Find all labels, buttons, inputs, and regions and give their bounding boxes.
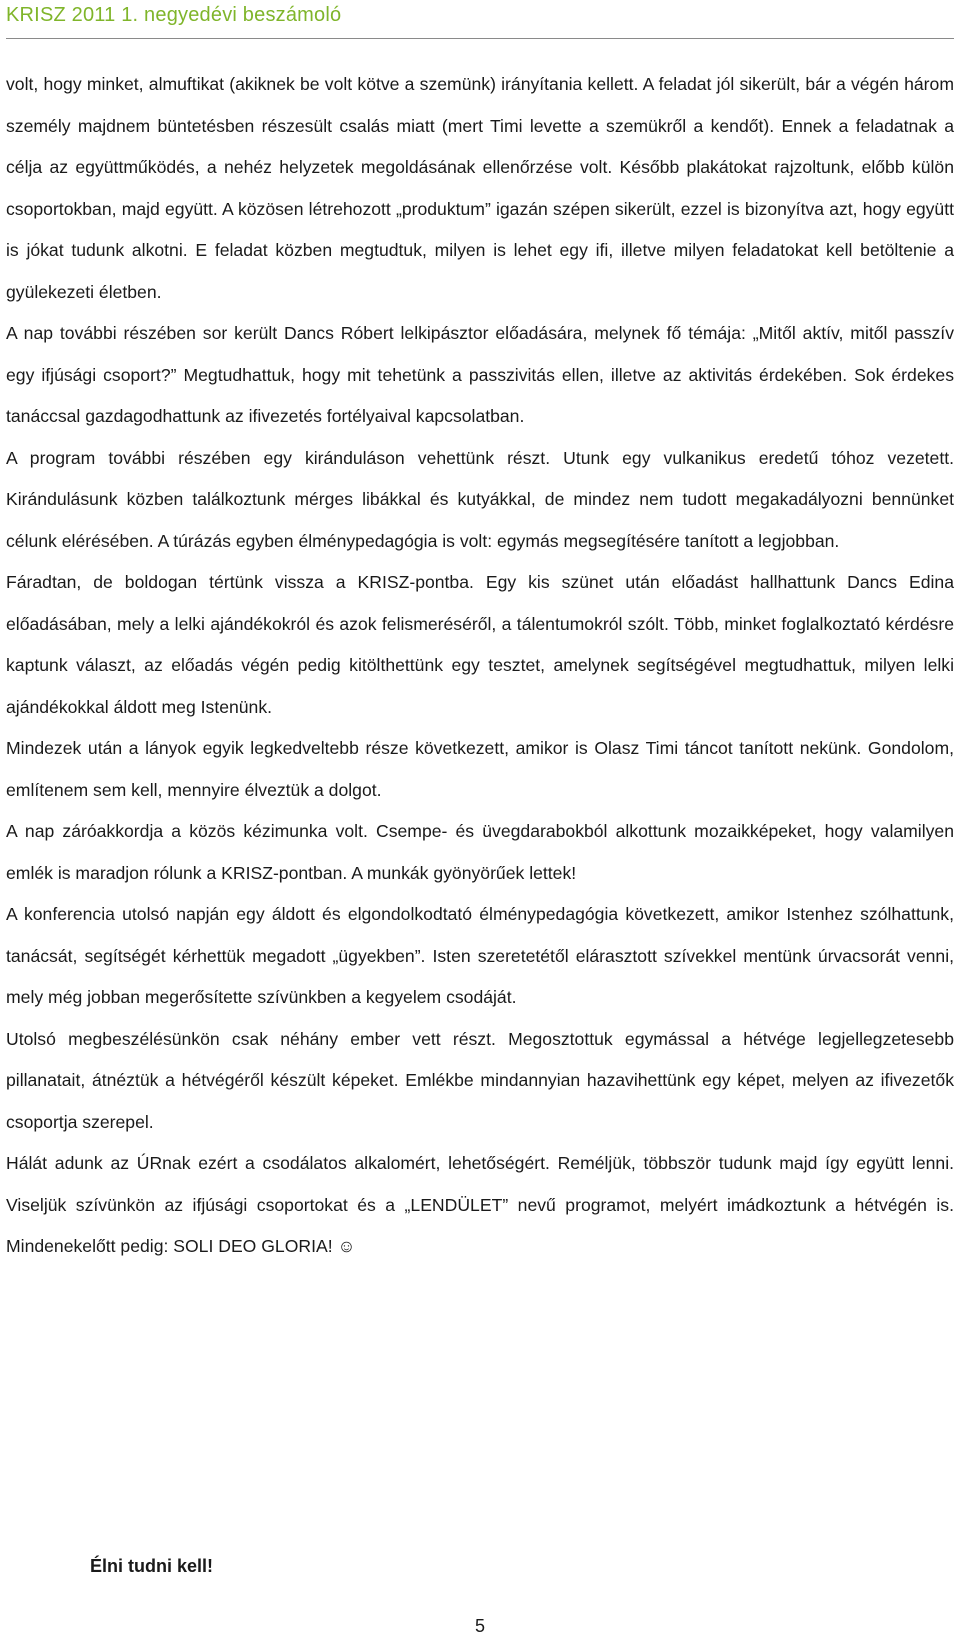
paragraph-2: A nap további részében sor került Dancs Róbert lelkipásztor előadására, melynek fő témája: „Mitől aktív, mitől passzív egy ifjúsági csoport?” Megtudhattuk, hogy mit tehetünk a passzivitás ellen, illetve az aktivitás érdekében. Sok érdekes tanáccsal gazdagodhattunk az ifivezetés fortélyaival kapcsolatban. xyxy=(6,323,954,426)
document-header-title: KRISZ 2011 1. negyedévi beszámoló xyxy=(6,4,342,26)
paragraph-8: Utolsó megbeszélésünkön csak néhány ember vett részt. Megosztottuk egymással a hétvége legjellegzetesebb pillanatait, átnéztük a hétvégéről készült képeket. Emlékbe mindannyian hazavihettünk egy képet, melyen az ifivezetők csoportja szerepel. xyxy=(6,1028,954,1132)
paragraph-1: volt, hogy minket, almuftikat (akiknek be volt kötve a szemünk) irányítania kellett. A feladat jól sikerült, bár a végén három személy majdnem büntetésben részesült csalás miatt (mert Timi levette a szemükről a kendőt). Ennek a feladatnak a célja az együttműködés, a nehéz helyzetek megoldásának ellenőrzése volt. Később plakátokat rajzoltunk, előbb külön csoportokban, majd együtt. A közösen létrehozott „produktum” igazán szépen sikerült, ezzel is bizonyítva azt, hogy együtt is jókat tudunk alkotni. E feladat közben megtudtuk, milyen is lehet egy ifi, illetve milyen feladatokat kell betöltenie a gyülekezeti életben. xyxy=(6,74,954,302)
paragraph-4: Fáradtan, de boldogan tértünk vissza a KRISZ-pontba. Egy kis szünet után előadást hallhattunk Dancs Edina előadásában, mely a lelki ajándékokról és azok felismeréséről, a tálentumokról szólt. Több, minket foglalkoztató kérdésre kaptunk választ, az előadás végén pedig kitölthettünk egy tesztet, amelynek segítségével megtudhattuk, milyen lelki ajándékokkal áldott meg Istenünk. xyxy=(6,572,954,717)
header-divider xyxy=(6,38,954,39)
paragraph-7: A konferencia utolsó napján egy áldott és elgondolkodtató élménypedagógia következett, amikor Istenhez szólhattunk, tanácsát, segítségét kérhettük megadott „ügyekben”. Isten szeretetétől elárasztott szívekkel mentünk úrvacsorát venni, mely még jobban megerősítette szívünkben a kegyelem csodáját. xyxy=(6,904,954,1007)
document-body xyxy=(6,64,954,1268)
page-number: 5 xyxy=(474,1616,485,1636)
paragraph-3: A program további részében egy kiránduláson vehettünk részt. Utunk egy vulkanikus eredetű tóhoz vezetett. Kirándulásunk közben találkoztunk mérges libákkal és kutyákkal, de mindez nem tudott megakadályozni bennünket célunk elérésében. A túrázás egyben élménypedagógia is volt: egymás megsegítésére tanított a legjobban. xyxy=(6,447,954,551)
paragraph-9: Hálát adunk az ÚRnak ezért a csodálatos alkalomért, lehetőségért. Reméljük, többször tudunk majd így együtt lenni. Viseljük szívünkön az ifjúsági csoportokat és a „LENDÜLET” nevű programot, melyért imádkoztunk a hétvégén is. Mindenekelőtt pedig: SOLI DEO GLORIA! ☺ xyxy=(6,1153,954,1256)
paragraph-5: Mindezek után a lányok egyik legkedveltebb része következett, amikor is Olasz Timi táncot tanított nekünk. Gondolom, említenem sem kell, mennyire élveztük a dolgot. xyxy=(6,738,954,800)
closing-motto: Élni tudni kell! xyxy=(90,1556,214,1576)
paragraph-6: A nap záróakkordja a közös kézimunka volt. Csempe- és üvegdarabokból alkottunk mozaikképeket, hogy valamilyen emlék is maradjon rólunk a KRISZ-pontban. A munkák gyönyörűek lettek! xyxy=(6,821,954,883)
